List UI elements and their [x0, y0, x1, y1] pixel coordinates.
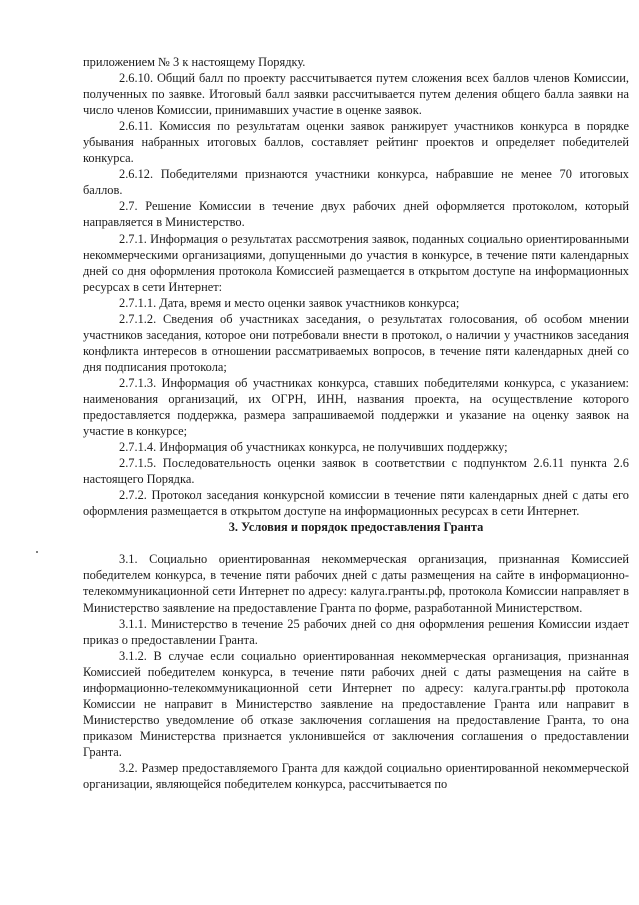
paragraph: 3.1.1. Министерство в течение 25 рабочих дней со дня оформления решения Комиссии издает приказ о предоставлении Гранта. — [83, 616, 629, 647]
paragraph: 2.7. Решение Комиссии в течение двух рабочих дней оформляется протоколом, который направляется в Министерство. — [83, 199, 629, 230]
paragraph: 2.7.1.5. Последовательность оценки заявок в соответствии с подпунктом 2.6.11 пункта 2.6 настоящего Порядка. — [83, 456, 629, 487]
paragraph: 3.1. Социально ориентированная некоммерческая организация, признанная Комиссией победителем конкурса, в течение пяти рабочих дней с даты размещения на сайте в информационно-телекоммуникационной сети Интернет по адресу: калуга.гранты.рф, протокола Комиссии направляет в Министерство заявление на предоставление Гранта по форме, разработанной Министерством. — [83, 552, 629, 615]
paragraphs-before-heading — [83, 54, 629, 519]
paragraph: 2.7.2. Протокол заседания конкурсной комиссии в течение пяти календарных дней с даты его оформления размещается в открытом доступе на информационных ресурсах в сети Интернет. — [83, 488, 629, 519]
paragraph: 2.6.11. Комиссия по результатам оценки заявок ранжирует участников конкурса в порядке убывания набранных итоговых баллов, составляет рейтинг проектов и определяет победителей конкурса. — [83, 119, 629, 166]
document-page — [83, 54, 629, 792]
paragraph: 3.2. Размер предоставляемого Гранта для каждой социально ориентированной некоммерческой организации, являющейся победителем конкурса, рассчитывается по — [83, 760, 629, 792]
heading-spacing — [83, 535, 629, 551]
paragraph: 3.1.2. В случае если социально ориентированная некоммерческая организация, признанная Комиссией победителем конкурса, в течение пяти рабочих дней с даты размещения на сайте в информационно-телекоммуникационной сети Интернет по адресу: калуга.гранты.рф протокола Комиссии не направит в Министерство заявление на предоставление Гранта или направит в Министерство уведомление об отказе заключения соглашения на предоставление Гранта, то она приказом Министерства признается уклонившейся от заключения соглашения о предоставлении Гранта. — [83, 648, 629, 759]
paragraph: 2.6.12. Победителями признаются участники конкурса, набравшие не менее 70 итоговых баллов. — [83, 167, 629, 198]
paragraph: 2.7.1. Информация о результатах рассмотрения заявок, поданных социально ориентированными некоммерческими организациями, допущенными до участия в конкурсе, в течение пяти календарных дней со дня оформления протокола Комиссией размещается в открытом доступе на информационных ресурсах в сети Интернет: — [83, 231, 629, 294]
paragraph: 2.7.1.2. Сведения об участниках заседания, о результатах голосования, об особом мнении участников заседания, которое они потребовали внести в протокол, о наличии у участников заседания конфликта интересов в отношении рассматриваемых вопросов, в течение пяти календарных дней со дня подписания протокола; — [83, 311, 629, 374]
paragraph: 2.6.10. Общий балл по проекту рассчитывается путем сложения всех баллов членов Комиссии, полученных по заявке. Итоговый балл заявки рассчитывается путем деления общего балла заявки на число членов Комиссии, принимавших участие в оценке заявок. — [83, 71, 629, 118]
paragraph: 2.7.1.1. Дата, время и место оценки заявок участников конкурса; — [119, 295, 460, 310]
section-heading: 3. Условия и порядок предоставления Гранта — [228, 520, 484, 535]
paragraph: 2.7.1.3. Информация об участниках конкурса, ставших победителями конкурса, с указанием: наименования организаций, их ОГРН, ИНН, названия проекта, на осуществление которого предоставляется поддержка, размера запрашиваемой поддержки и указание на оценку заявок на участие в конкурсе; — [83, 375, 629, 439]
paragraph: приложением № 3 к настоящему Порядку. — [83, 55, 306, 69]
paragraph: 2.7.1.4. Информация об участниках конкурса, не получивших поддержку; — [119, 440, 508, 455]
paragraphs-after-heading — [83, 551, 629, 792]
scan-speck — [36, 551, 38, 553]
